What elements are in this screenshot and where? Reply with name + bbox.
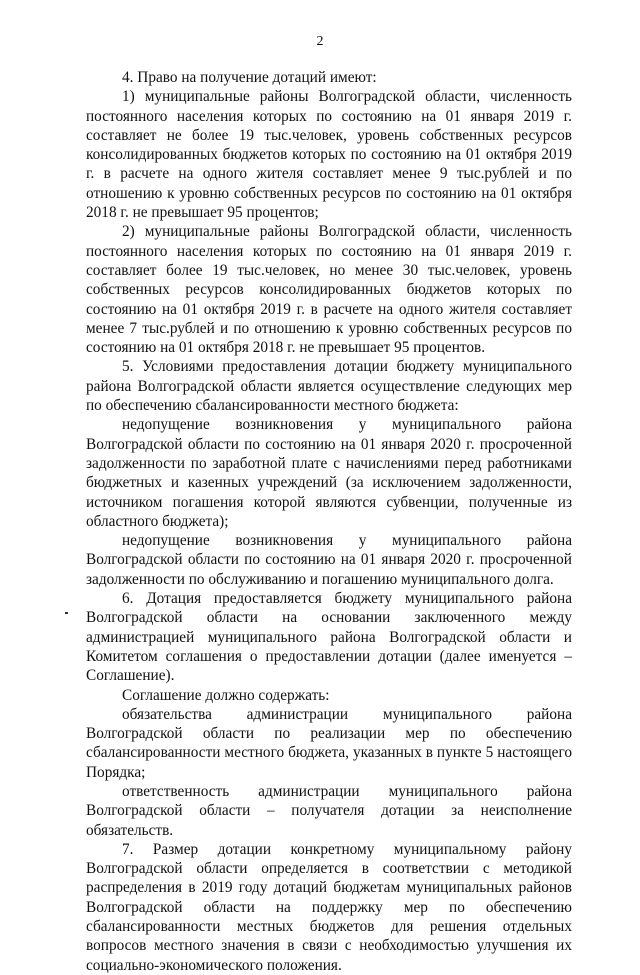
paragraph-4-item-2: 2) муниципальные районы Волгоградской области, численность постоянного населения которых по состоянию на 01 января 2019 г. составляет более 19 тыс.человек, но менее 30 тыс.человек, уровень собственных ресурсов консолидированных бюджетов которых по состоянию на 01 октября 2019 г. в расчете на одного жителя составляет менее 7 тыс.рублей и по отношению к уровню собственных ресурсов по состоянию на 01 октября 2018 г. не превышает 95 процентов. <box>86 223 572 357</box>
paragraph-7: 7. Размер дотации конкретному муниципальному району Волгоградской области определяется в соответствии с методикой распределения в 2019 году дотаций бюджетам муниципальных районов Волгоградской области на поддержку мер по обеспечению сбалансированности местных бюджетов для решения отдельных вопросов местного значения в связи с необходимостью улучшения их социально-экономического положения. <box>86 840 572 974</box>
agreement-contents-heading: Соглашение должно содержать: <box>122 686 330 704</box>
agreement-responsibility: ответственность администрации муниципального района Волгоградской области – получателя дотации за неисполнение обязательств. <box>86 782 572 839</box>
paragraph-5: 5. Условиями предоставления дотации бюджету муниципального района Волгоградской области является осуществление следующих мер по обеспечению сбалансированности местного бюджета: <box>86 358 572 415</box>
paragraph-5-condition-2: недопущение возникновения у муниципального района Волгоградской области по состоянию на 01 января 2020 г. просроченной задолженности по обслуживанию и погашению муниципального долга. <box>86 532 572 588</box>
paragraph-5-condition-1: недопущение возникновения у муниципального района Волгоградской области по состоянию на 01 января 2020 г. просроченной задолженности по заработной плате с начислениями перед работниками бюджетных и казенных учреждений (за исключением задолженности, источником погашения которой являются субвенции, полученные из областного бюджета); <box>86 416 572 530</box>
agreement-obligations: обязательства администрации муниципального района Волгоградской области по реализации мер по обеспечению сбалансированности местного бюджета, указанных в пункте 5 настоящего Порядка; <box>86 705 572 781</box>
scan-artifact <box>65 612 68 614</box>
paragraph-6: 6. Дотация предоставляется бюджету муниципального района Волгоградской области на основании заключенного между администрацией муниципального района Волгоградской области и Комитетом соглашения о предоставлении дотации (далее именуется – Соглашение). <box>86 590 572 685</box>
paragraph-4-item-1: 1) муниципальные районы Волгоградской области, численность постоянного населения которых по состоянию на 01 января 2019 г. составляет не более 19 тыс.человек, уровень собственных ресурсов консолидированных бюджетов которых по состоянию на 01 октября 2019 г. в расчете на одного жителя составляет менее 9 тыс.рублей и по отношению к уровню собственных ресурсов по состоянию на 01 октября 2018 г. не превышает 95 процентов; <box>86 88 572 222</box>
document-body <box>86 68 572 975</box>
page-number: 2 <box>316 34 324 49</box>
paragraph-4-heading: 4. Право на получение дотаций имеют: <box>122 69 377 86</box>
